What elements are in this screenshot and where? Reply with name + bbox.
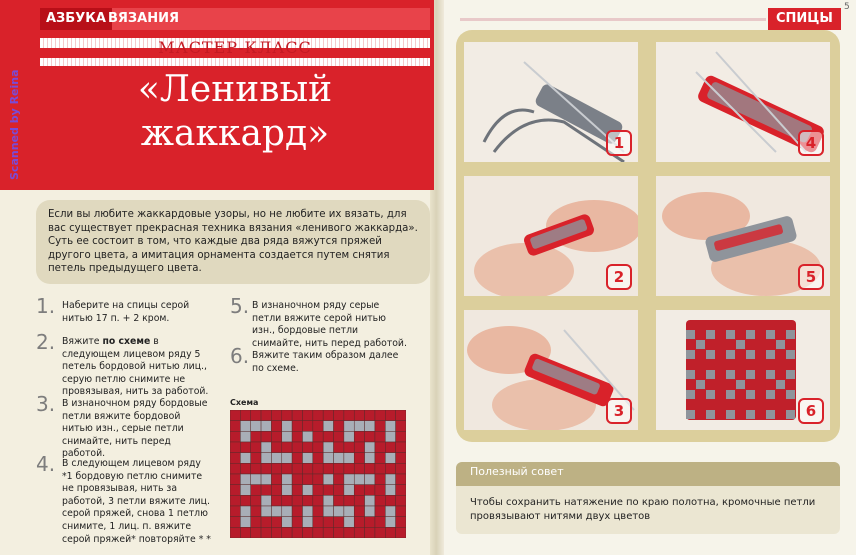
chart-cell — [251, 474, 261, 485]
chart-cell — [375, 442, 385, 453]
chart-cell — [261, 431, 271, 442]
swatch-stitch — [706, 410, 715, 419]
chart-cell — [334, 421, 344, 432]
photo-badge-6: 6 — [798, 398, 824, 424]
chart-cell — [251, 421, 261, 432]
chart-cell — [365, 527, 375, 538]
chart-cell — [240, 474, 250, 485]
swatch-stitch — [706, 370, 715, 379]
chart-cell — [323, 474, 333, 485]
swatch-stitch — [746, 350, 755, 359]
swatch-base — [686, 320, 796, 420]
chart-cell — [396, 431, 406, 442]
step-3-number: 3. — [36, 392, 56, 416]
chart-cell — [354, 463, 364, 474]
chart-cell — [271, 474, 281, 485]
chart-cell — [313, 442, 323, 453]
chart-cell — [313, 474, 323, 485]
swatch-stitch — [706, 390, 715, 399]
swatch-stitch — [786, 330, 795, 339]
chart-cell — [292, 485, 302, 496]
chart-cell — [396, 517, 406, 528]
chart-cell — [230, 485, 240, 496]
swatch-stitch — [686, 410, 695, 419]
chart-cell — [230, 517, 240, 528]
chart-cell — [385, 474, 395, 485]
chart-cell — [396, 421, 406, 432]
chart-cell — [334, 474, 344, 485]
chart-cell — [313, 453, 323, 464]
chart-cell — [323, 506, 333, 517]
swatch-stitch — [766, 350, 775, 359]
chart-cell — [282, 463, 292, 474]
swatch-stitch — [686, 350, 695, 359]
chart-cell — [365, 410, 375, 421]
chart-cell — [240, 453, 250, 464]
chart-cell — [261, 485, 271, 496]
chart-cell — [385, 453, 395, 464]
chart-cell — [375, 517, 385, 528]
chart-cell — [323, 453, 333, 464]
swatch-stitch — [786, 390, 795, 399]
swatch-stitch — [726, 390, 735, 399]
chart-cell — [365, 442, 375, 453]
chart-cell — [292, 410, 302, 421]
chart-cell — [230, 410, 240, 421]
chart-cell — [271, 410, 281, 421]
chart-cell — [313, 463, 323, 474]
photo-step-1 — [464, 42, 638, 162]
chart-cell — [365, 474, 375, 485]
chart-cell — [323, 410, 333, 421]
step-2-text-bold: по схеме — [102, 336, 151, 347]
step-1-number: 1. — [36, 294, 56, 318]
chart-cell — [302, 463, 312, 474]
chart-cell — [261, 527, 271, 538]
chart-cell — [251, 442, 261, 453]
schema-label: Схема — [230, 398, 259, 407]
swatch-stitch — [786, 410, 795, 419]
chart-cell — [261, 442, 271, 453]
photo-badge-3: 3 — [606, 398, 632, 424]
chart-cell — [396, 442, 406, 453]
chart-cell — [344, 463, 354, 474]
chart-cell — [323, 421, 333, 432]
chart-cell — [302, 421, 312, 432]
chart-cell — [375, 474, 385, 485]
photo-step-4 — [656, 42, 830, 162]
chart-cell — [375, 421, 385, 432]
chart-cell — [344, 410, 354, 421]
chart-cell — [334, 442, 344, 453]
chart-cell — [385, 506, 395, 517]
chart-cell — [344, 431, 354, 442]
chart-cell — [261, 453, 271, 464]
hero-title-line-1: «Ленивый — [137, 69, 333, 110]
chart-cell — [240, 495, 250, 506]
chart-cell — [302, 506, 312, 517]
chart-cell — [292, 421, 302, 432]
step-5-text: В изнаночном ряду серые петли вяжите серой нитью изн., бордовые петли снимайте, нить перед работой. — [252, 300, 407, 349]
chart-cell — [396, 463, 406, 474]
chart-cell — [375, 527, 385, 538]
step-1-text: Наберите на спицы серой нитью 17 п. + 2 кром. — [62, 300, 190, 324]
hero-kicker: МАСТЕР-КЛАСС — [158, 38, 312, 57]
chart-cell — [240, 431, 250, 442]
chart-cell — [271, 463, 281, 474]
chart-cell — [323, 517, 333, 528]
chart-cell — [313, 421, 323, 432]
chart-cell — [282, 410, 292, 421]
chart-cell — [323, 442, 333, 453]
chart-cell — [302, 527, 312, 538]
chart-cell — [334, 485, 344, 496]
swatch-stitch — [746, 390, 755, 399]
chart-cell — [261, 463, 271, 474]
chart-cell — [261, 421, 271, 432]
chart-cell — [302, 453, 312, 464]
chart-cell — [271, 453, 281, 464]
chart-cell — [344, 442, 354, 453]
swatch-stitch — [696, 380, 705, 389]
chart-cell — [344, 517, 354, 528]
chart-cell — [375, 431, 385, 442]
chart-cell — [313, 485, 323, 496]
chart-cell — [396, 453, 406, 464]
swatch-stitch — [786, 370, 795, 379]
chart-cell — [385, 485, 395, 496]
chart-cell — [302, 442, 312, 453]
chart-cell — [334, 517, 344, 528]
chart-cell — [240, 410, 250, 421]
chart-cell — [313, 495, 323, 506]
chart-cell — [334, 463, 344, 474]
hero-title — [40, 68, 430, 156]
chart-cell — [344, 474, 354, 485]
chart-cell — [282, 431, 292, 442]
chart-cell — [344, 421, 354, 432]
swatch-stitch — [766, 330, 775, 339]
step-4-text: В следующем лицевом ряду *1 бордовую петлю снимите не провязывая, нить за работой, 3 петли вяжите лиц. серой пряжей, снова 1 петлю снимите, 1 лиц. п. вяжите серой пряжей* повторяйте * * — [62, 458, 211, 545]
chart-cell — [375, 410, 385, 421]
chart-cell — [282, 527, 292, 538]
chart-cell — [396, 410, 406, 421]
chart-cell — [354, 495, 364, 506]
header-rule — [460, 18, 766, 21]
swatch-stitch — [766, 410, 775, 419]
chart-cell — [251, 527, 261, 538]
chart-cell — [354, 506, 364, 517]
chart-cell — [251, 463, 261, 474]
chart-cell — [230, 495, 240, 506]
section-label-primary: АЗБУКА — [40, 8, 112, 30]
chart-cell — [302, 410, 312, 421]
page-number-right: 5 — [844, 2, 850, 12]
chart-cell — [230, 453, 240, 464]
chart-cell — [313, 506, 323, 517]
chart-cell — [365, 506, 375, 517]
chart-cell — [375, 506, 385, 517]
chart-cell — [302, 495, 312, 506]
chart-cell — [313, 431, 323, 442]
chart-cell — [282, 453, 292, 464]
chart-cell — [323, 527, 333, 538]
swatch-stitch — [736, 380, 745, 389]
chart-cell — [282, 506, 292, 517]
chart-cell — [282, 495, 292, 506]
chart-cell — [354, 453, 364, 464]
tip-title: Полезный совет — [470, 465, 564, 478]
chart-cell — [375, 485, 385, 496]
chart-cell — [251, 506, 261, 517]
intro-paragraph: Если вы любите жаккардовые узоры, но не любите их вязать, для вас существует прекрасная техника вязания «ленивого жаккарда». Суть ее состоит в том, что каждые два ряда вяжутся пряжей другого цвета, а имитация орнамента создается путем снятия петель предыдущего цвета. — [36, 200, 430, 284]
photo-badge-2: 2 — [606, 264, 632, 290]
chart-cell — [292, 506, 302, 517]
swatch-stitch — [786, 350, 795, 359]
chart-cell — [385, 421, 395, 432]
step-4-number: 4. — [36, 452, 56, 476]
step-2-text-post: в следующем лицевом ряду 5 петель бордовой нитью лиц., серую петлю снимите не провязывая, нить за работой. — [62, 336, 209, 398]
chart-cell — [375, 495, 385, 506]
chart-cell — [396, 495, 406, 506]
chart-cell — [292, 527, 302, 538]
swatch-stitch — [776, 380, 785, 389]
chart-cell — [365, 485, 375, 496]
chart-cell — [354, 474, 364, 485]
chart-cell — [334, 410, 344, 421]
chart-cell — [354, 410, 364, 421]
chart-cell — [354, 442, 364, 453]
chart-cell — [251, 485, 261, 496]
chart-cell — [385, 527, 395, 538]
chart-cell — [344, 527, 354, 538]
chart-cell — [396, 474, 406, 485]
chart-cell — [282, 517, 292, 528]
chart-cell — [334, 431, 344, 442]
photo-step-6 — [656, 310, 830, 430]
swatch-stitch — [746, 410, 755, 419]
chart-cell — [240, 421, 250, 432]
chart-cell — [230, 421, 240, 432]
swatch-stitch — [726, 410, 735, 419]
chart-cell — [354, 431, 364, 442]
chart-cell — [334, 506, 344, 517]
step-2-number: 2. — [36, 330, 56, 354]
chart-cell — [240, 442, 250, 453]
chart-cell — [292, 442, 302, 453]
tip-body: Чтобы сохранить натяжение по краю полотна, кромочные петли провязывают нитями двух цветов — [470, 497, 816, 522]
scan-watermark-text: Scanned by Reina — [8, 69, 21, 180]
photo-badge-5: 5 — [798, 264, 824, 290]
chart-cell — [240, 463, 250, 474]
chart-cell — [365, 453, 375, 464]
scan-watermark — [6, 40, 24, 180]
photo-step-3 — [464, 310, 638, 430]
chart-cell — [302, 485, 312, 496]
chart-cell — [323, 485, 333, 496]
chart-cell — [354, 485, 364, 496]
knitting-chart — [230, 410, 406, 538]
chart-cell — [230, 442, 240, 453]
chart-cell — [261, 410, 271, 421]
chart-cell — [271, 517, 281, 528]
chart-cell — [302, 474, 312, 485]
chart-cell — [302, 431, 312, 442]
chart-cell — [365, 463, 375, 474]
chart-cell — [313, 527, 323, 538]
chart-cell — [271, 485, 281, 496]
chart-cell — [354, 527, 364, 538]
chart-cell — [375, 453, 385, 464]
chart-cell — [292, 431, 302, 442]
chart-cell — [323, 431, 333, 442]
hero-title-line-2: жаккард» — [140, 113, 330, 154]
chart-cell — [354, 421, 364, 432]
chart-cell — [396, 506, 406, 517]
swatch-stitch — [696, 340, 705, 349]
swatch-stitch — [776, 340, 785, 349]
swatch-stitch — [766, 390, 775, 399]
chart-cell — [271, 442, 281, 453]
chart-cell — [385, 463, 395, 474]
photo-step-5 — [656, 176, 830, 296]
chart-cell — [240, 517, 250, 528]
chart-cell — [385, 442, 395, 453]
chart-cell — [282, 421, 292, 432]
chart-cell — [344, 453, 354, 464]
chart-cell — [385, 410, 395, 421]
chart-cell — [271, 527, 281, 538]
chart-cell — [334, 453, 344, 464]
chart-cell — [230, 463, 240, 474]
chart-cell — [323, 495, 333, 506]
chart-cell — [282, 474, 292, 485]
chart-cell — [271, 495, 281, 506]
chart-cell — [385, 495, 395, 506]
swatch-stitch — [726, 350, 735, 359]
swatch-stitch — [726, 370, 735, 379]
chart-cell — [375, 463, 385, 474]
chart-cell — [344, 495, 354, 506]
chart-cell — [302, 517, 312, 528]
chart-cell — [251, 453, 261, 464]
swatch-stitch — [706, 350, 715, 359]
chart-cell — [251, 431, 261, 442]
step-3-text: В изнаночном ряду бордовые петли вяжите бордовой нитью изн., серые петли снимайте, нить перед работой. — [62, 398, 208, 460]
chart-cell — [230, 431, 240, 442]
step-2-text-pre: Вяжите — [62, 336, 103, 347]
chart-cell — [282, 485, 292, 496]
chart-cell — [396, 527, 406, 538]
chart-cell — [271, 506, 281, 517]
chart-cell — [365, 495, 375, 506]
photo-badge-4: 4 — [798, 130, 824, 156]
swatch-stitch — [706, 330, 715, 339]
chart-cell — [385, 431, 395, 442]
chart-cell — [365, 431, 375, 442]
chart-cell — [292, 474, 302, 485]
step-2-text — [62, 336, 212, 399]
swatch-stitch — [746, 330, 755, 339]
swatch-stitch — [746, 370, 755, 379]
chart-cell — [396, 485, 406, 496]
step-5-number: 5. — [230, 294, 250, 318]
photo-badge-1: 1 — [606, 130, 632, 156]
chart-cell — [230, 527, 240, 538]
chart-cell — [313, 517, 323, 528]
chart-cell — [261, 474, 271, 485]
chart-cell — [365, 421, 375, 432]
chart-cell — [292, 517, 302, 528]
step-6-number: 6. — [230, 344, 250, 368]
hero-stripe-lower — [40, 58, 430, 66]
section-label-secondary: ВЯЗАНИЯ — [108, 11, 179, 26]
chart-cell — [271, 431, 281, 442]
photo-step-2 — [464, 176, 638, 296]
chart-cell — [292, 495, 302, 506]
step-6-text: Вяжите таким образом далее по схеме. — [252, 350, 399, 374]
chart-cell — [334, 495, 344, 506]
chart-cell — [261, 506, 271, 517]
chart-cell — [261, 517, 271, 528]
chart-cell — [292, 453, 302, 464]
chart-cell — [271, 421, 281, 432]
swatch-stitch — [686, 330, 695, 339]
swatch-stitch — [686, 370, 695, 379]
swatch-stitch — [686, 390, 695, 399]
chart-cell — [251, 495, 261, 506]
chart-cell — [323, 463, 333, 474]
chart-cell — [344, 506, 354, 517]
chart-cell — [230, 506, 240, 517]
chart-cell — [334, 527, 344, 538]
chart-cell — [251, 410, 261, 421]
chart-cell — [240, 506, 250, 517]
chart-cell — [261, 495, 271, 506]
chart-cell — [240, 527, 250, 538]
chart-cell — [240, 485, 250, 496]
chart-cell — [344, 485, 354, 496]
chart-cell — [313, 410, 323, 421]
swatch-stitch — [736, 340, 745, 349]
chart-cell — [385, 517, 395, 528]
chart-cell — [354, 517, 364, 528]
chart-cell — [230, 474, 240, 485]
section-label-right: СПИЦЫ — [768, 8, 841, 30]
chart-cell — [365, 517, 375, 528]
swatch-stitch — [726, 330, 735, 339]
chart-cell — [282, 442, 292, 453]
swatch-stitch — [766, 370, 775, 379]
chart-cell — [251, 517, 261, 528]
chart-cell — [292, 463, 302, 474]
